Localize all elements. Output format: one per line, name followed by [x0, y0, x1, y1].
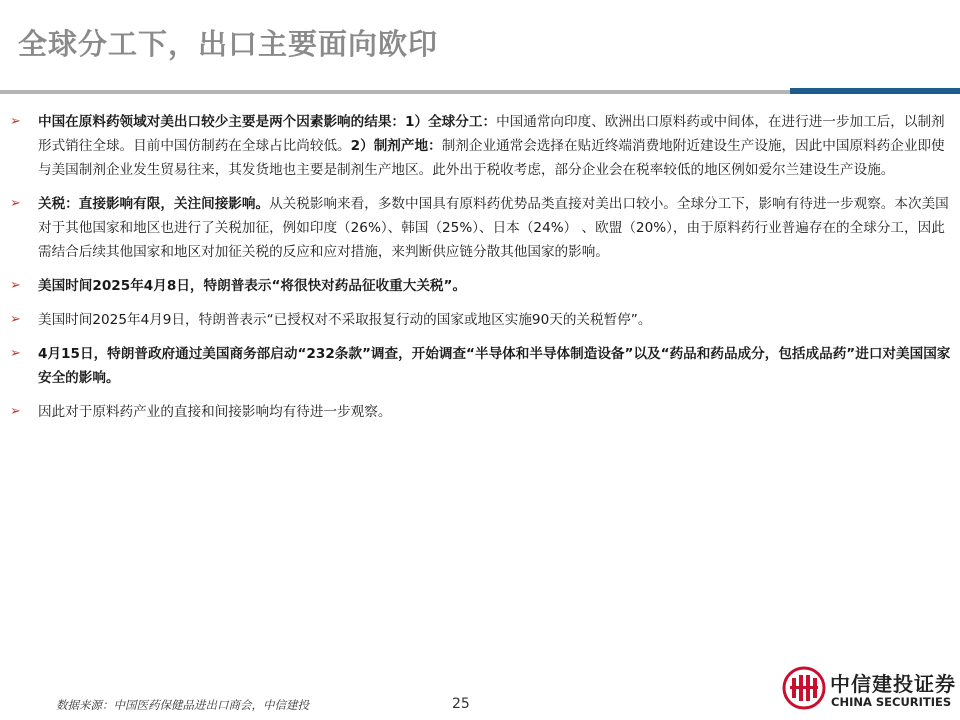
bullet-text — [38, 274, 952, 298]
source-note: 数据来源：中国医药保健品进出口商会，中信建投 — [56, 698, 309, 712]
logo-name-en: CHINA SECURITIES — [831, 695, 952, 709]
arrow-bullet-icon: ➢ — [10, 312, 21, 327]
bullet-item — [8, 274, 952, 298]
bullet-text — [38, 192, 952, 264]
china-securities-logo-icon — [782, 666, 826, 710]
bullet-text-bold: 关税：直接影响有限，关注间接影响。 — [38, 196, 270, 212]
bullet-text-segment: 中国通常向印度、欧洲出口原料药或中间体，在进行进一步加工后，以制剂形式销往全球。目前中国仿制药在全球占比尚较低。 — [38, 114, 945, 154]
bullet-text-segment: 因此对于原料药产业的直接和间接影响均有待进一步观察。 — [38, 404, 392, 420]
header-divider — [0, 88, 960, 94]
divider-blue-bar — [790, 88, 960, 94]
bullet-text — [38, 342, 952, 390]
bullet-item — [8, 342, 952, 390]
bullet-item — [8, 110, 952, 182]
bullet-text — [38, 400, 952, 424]
bullet-text-bold: 2）制剂产地： — [350, 138, 442, 154]
bullet-text — [38, 308, 952, 332]
bullet-text-bold: 中国在原料药领域对美出口较少主要是两个因素影响的结果：1）全球分工： — [38, 114, 497, 130]
bullet-text-segment: 美国时间2025年4月9日，特朗普表示“已授权对不采取报复行动的国家或地区实施90天的关税暂停”。 — [38, 312, 652, 328]
page-title: 全球分工下，出口主要面向欧印 — [18, 27, 439, 61]
company-logo — [782, 664, 958, 716]
bullet-item — [8, 192, 952, 264]
arrow-bullet-icon: ➢ — [10, 114, 21, 129]
page-number: 25 — [452, 696, 470, 712]
bullet-list — [8, 110, 952, 434]
arrow-bullet-icon: ➢ — [10, 404, 21, 419]
arrow-bullet-icon: ➢ — [10, 278, 21, 293]
bullet-text — [38, 110, 952, 182]
bullet-item — [8, 308, 952, 332]
bullet-text-segment: 从关税影响来看，多数中国具有原料药优势品类直接对美出口较小。全球分工下，影响有待进一步观察。本次美国对于其他国家和地区也进行了关税加征，例如印度（26%）、韩国（25%）、日本（24%） 、欧盟（20%），由于原料药行业普遍存在的全球分工，因此需结合后续其他国家和地区对加征关税的反应和应对措施，来判断供应链分散其他国家的影响。 — [38, 196, 949, 260]
bullet-text-bold: 4月15日，特朗普政府通过美国商务部启动“232条款”调查，开始调查“半导体和半导体制造设备”以及“药品和药品成分，包括成品药”进口对美国国家安全的影响。 — [38, 346, 951, 386]
bullet-text-segment: 制剂企业通常会选择在贴近终端消费地附近建设生产设施，因此中国原料药企业即使与美国制剂企业发生贸易往来，其发货地也主要是制剂生产地区。此外出于税收考虑，部分企业会在税率较低的地区例如爱尔兰建设生产设施。 — [38, 138, 945, 178]
bullet-text-bold: 美国时间2025年4月8日，特朗普表示“将很快对药品征收重大关税”。 — [38, 278, 467, 294]
arrow-bullet-icon: ➢ — [10, 196, 21, 211]
divider-gray-bar — [0, 90, 790, 94]
logo-name-cn: 中信建投证券 — [830, 672, 956, 696]
arrow-bullet-icon: ➢ — [10, 346, 21, 361]
bullet-item — [8, 400, 952, 424]
